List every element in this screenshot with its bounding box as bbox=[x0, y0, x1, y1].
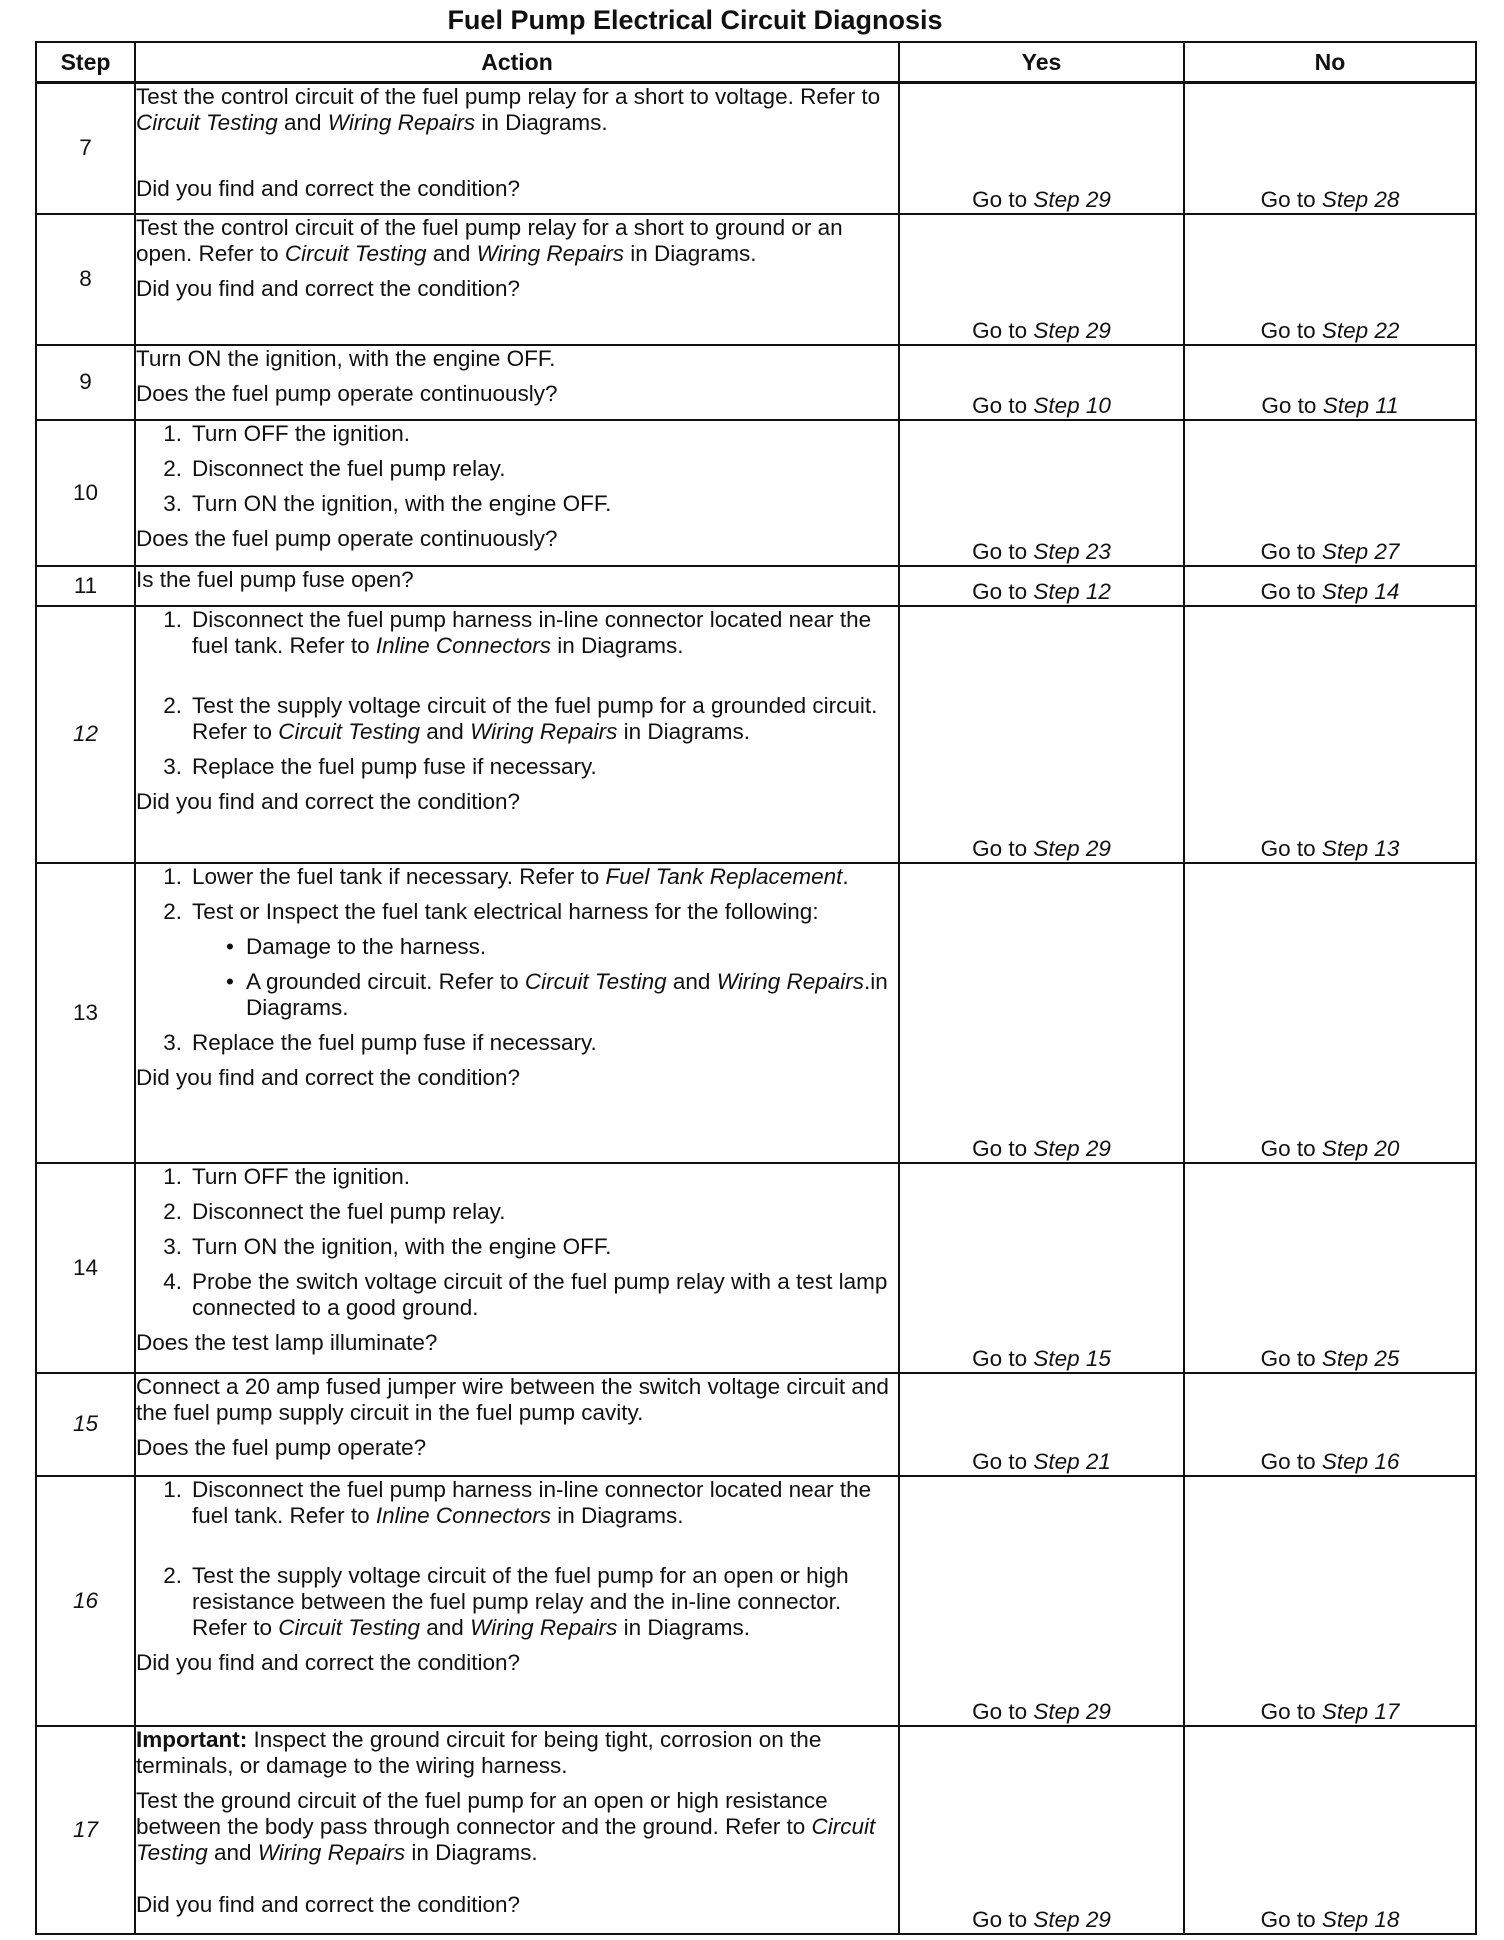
step-number: 16 bbox=[36, 1476, 135, 1726]
step-number: 7 bbox=[36, 83, 135, 214]
list-item: 2. Disconnect the fuel pump relay. bbox=[163, 1198, 506, 1224]
action-cell bbox=[135, 214, 899, 345]
action-text: Test the control circuit of the fuel pump relay for a short to voltage. Refer to Circuit Testing and Wiring Repairs in Diagrams. bbox=[136, 84, 881, 135]
no-cell: Go to Step 18 bbox=[1184, 1726, 1476, 1934]
step-number: 13 bbox=[36, 863, 135, 1163]
no-cell: Go to Step 17 bbox=[1184, 1476, 1476, 1726]
list-item: 3. Turn ON the ignition, with the engine OFF. bbox=[163, 490, 612, 516]
list-item: 2. Disconnect the fuel pump relay. bbox=[163, 455, 506, 481]
bullet-item: • A grounded circuit. Refer to Circuit Testing and Wiring Repairs.in Diagrams. bbox=[226, 968, 888, 1020]
yes-cell: Go to Step 29 bbox=[899, 214, 1184, 345]
table-row bbox=[36, 1476, 1476, 1726]
step-number: 10 bbox=[36, 420, 135, 566]
yes-cell: Go to Step 23 bbox=[899, 420, 1184, 566]
action-text: Test the ground circuit of the fuel pump for an open or high resistance between the body pass through connector and the ground. Refer to Circuit Testing and Wiring Repairs in Diagrams. bbox=[136, 1787, 876, 1865]
yes-cell: Go to Step 12 bbox=[899, 566, 1184, 606]
no-cell: Go to Step 25 bbox=[1184, 1163, 1476, 1373]
table-row bbox=[36, 214, 1476, 345]
action-cell bbox=[135, 420, 899, 566]
action-text: Turn ON the ignition, with the engine OFF. bbox=[136, 345, 556, 371]
action-question: Did you find and correct the condition? bbox=[136, 1649, 520, 1675]
action-question: Does the fuel pump operate continuously? bbox=[136, 525, 558, 551]
list-item: 1. Turn OFF the ignition. bbox=[163, 420, 411, 446]
action-question: Does the test lamp illuminate? bbox=[136, 1329, 438, 1355]
no-cell: Go to Step 28 bbox=[1184, 83, 1476, 214]
list-item: 4. Probe the switch voltage circuit of the fuel pump relay with a test lamp connected to a good ground. bbox=[163, 1268, 888, 1320]
action-cell bbox=[135, 863, 899, 1163]
list-item: 1. Turn OFF the ignition. bbox=[163, 1163, 411, 1189]
action-question: Did you find and correct the condition? bbox=[136, 788, 520, 814]
step-number: 12 bbox=[36, 606, 135, 863]
list-item: 1. Disconnect the fuel pump harness in-line connector located near the fuel tank. Refer to Inline Connectors in Diagrams. bbox=[163, 606, 872, 658]
action-question: Did you find and correct the condition? bbox=[136, 275, 520, 301]
list-item: 2. Test the supply voltage circuit of the fuel pump for a grounded circuit. Refer to Circuit Testing and Wiring Repairs in Diagrams. bbox=[163, 692, 878, 744]
action-question: Does the fuel pump operate? bbox=[136, 1434, 427, 1460]
action-cell bbox=[135, 606, 899, 863]
step-number: 17 bbox=[36, 1726, 135, 1934]
no-cell: Go to Step 14 bbox=[1184, 566, 1476, 606]
action-cell bbox=[135, 566, 899, 606]
action-text: Connect a 20 amp fused jumper wire between the switch voltage circuit and the fuel pump supply circuit in the fuel pump cavity. bbox=[136, 1373, 889, 1425]
action-question: Did you find and correct the condition? bbox=[136, 1891, 520, 1917]
list-item: 3. Turn ON the ignition, with the engine OFF. bbox=[163, 1233, 612, 1259]
no-cell: Go to Step 20 bbox=[1184, 863, 1476, 1163]
list-item: 2. Test the supply voltage circuit of the fuel pump for an open or high resistance between the fuel pump relay and the in-line connector. Refer to Circuit Testing and Wiring Repairs in Diagrams. bbox=[163, 1562, 849, 1640]
table-row bbox=[36, 1726, 1476, 1934]
step-number: 15 bbox=[36, 1373, 135, 1476]
action-question: Did you find and correct the condition? bbox=[136, 176, 520, 201]
bullet-item: • Damage to the harness. bbox=[226, 933, 487, 959]
no-cell: Go to Step 22 bbox=[1184, 214, 1476, 345]
action-question: Did you find and correct the condition? bbox=[136, 1064, 520, 1090]
yes-cell: Go to Step 21 bbox=[899, 1373, 1184, 1476]
no-cell: Go to Step 13 bbox=[1184, 606, 1476, 863]
action-cell bbox=[135, 345, 899, 420]
list-item: 3. Replace the fuel pump fuse if necessary. bbox=[163, 1029, 597, 1055]
table-row bbox=[36, 420, 1476, 566]
action-cell bbox=[135, 1163, 899, 1373]
diagnosis-table bbox=[35, 41, 1477, 1935]
action-cell bbox=[135, 1726, 899, 1934]
header-no: No bbox=[1184, 42, 1476, 83]
table-row bbox=[36, 566, 1476, 606]
action-question: Does the fuel pump operate continuously? bbox=[136, 380, 558, 406]
table-row bbox=[36, 863, 1476, 1163]
list-item: 3. Replace the fuel pump fuse if necessary. bbox=[163, 753, 597, 779]
step-number: 14 bbox=[36, 1163, 135, 1373]
table-row bbox=[36, 345, 1476, 420]
list-item: 2. Test or Inspect the fuel tank electrical harness for the following: bbox=[163, 898, 819, 924]
header-action: Action bbox=[135, 42, 899, 83]
action-cell bbox=[135, 1476, 899, 1726]
step-number: 8 bbox=[36, 214, 135, 345]
no-cell: Go to Step 16 bbox=[1184, 1373, 1476, 1476]
yes-cell: Go to Step 15 bbox=[899, 1163, 1184, 1373]
table-row bbox=[36, 1373, 1476, 1476]
important-note: Important: Inspect the ground circuit for being tight, corrosion on the terminals, or damage to the wiring harness. bbox=[136, 1726, 822, 1778]
action-question: Is the fuel pump fuse open? bbox=[136, 566, 414, 592]
yes-cell: Go to Step 29 bbox=[899, 863, 1184, 1163]
action-text: Test the control circuit of the fuel pump relay for a short to ground or an open. Refer to Circuit Testing and Wiring Repairs in Diagrams. bbox=[136, 214, 843, 266]
no-cell: Go to Step 11 bbox=[1184, 345, 1476, 420]
yes-cell: Go to Step 29 bbox=[899, 1726, 1184, 1934]
table-row bbox=[36, 1163, 1476, 1373]
header-step: Step bbox=[36, 42, 135, 83]
list-item: 1. Disconnect the fuel pump harness in-line connector located near the fuel tank. Refer to Inline Connectors in Diagrams. bbox=[163, 1476, 872, 1528]
table-row bbox=[36, 83, 1476, 214]
no-cell: Go to Step 27 bbox=[1184, 420, 1476, 566]
header-row bbox=[36, 42, 1476, 83]
header-yes: Yes bbox=[899, 42, 1184, 83]
yes-cell: Go to Step 29 bbox=[899, 1476, 1184, 1726]
step-number: 11 bbox=[36, 566, 135, 606]
document-title: Fuel Pump Electrical Circuit Diagnosis bbox=[447, 5, 943, 35]
yes-cell: Go to Step 29 bbox=[899, 83, 1184, 214]
yes-cell: Go to Step 10 bbox=[899, 345, 1184, 420]
yes-cell: Go to Step 29 bbox=[899, 606, 1184, 863]
list-item: 1. Lower the fuel tank if necessary. Refer to Fuel Tank Replacement. bbox=[163, 863, 849, 889]
action-cell bbox=[135, 1373, 899, 1476]
table-row bbox=[36, 606, 1476, 863]
action-cell bbox=[135, 83, 899, 214]
step-number: 9 bbox=[36, 345, 135, 420]
